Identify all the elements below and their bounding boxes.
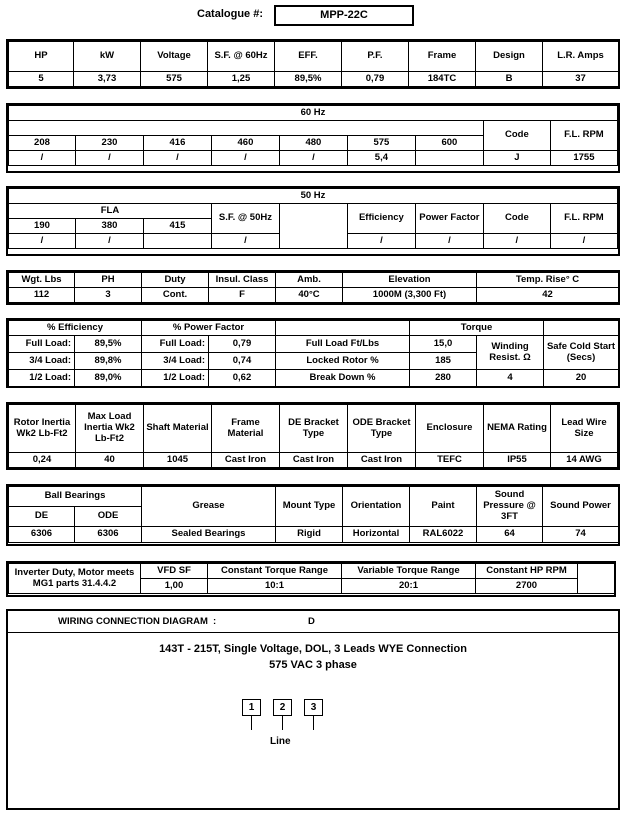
terminal-3: 3 bbox=[304, 699, 323, 716]
hz60-amp: / bbox=[75, 151, 143, 166]
voltage-header: Voltage bbox=[141, 42, 208, 72]
hz50-pf-value: / bbox=[415, 234, 483, 249]
paint-value: RAL6022 bbox=[410, 527, 477, 543]
ball-bearings-header: Ball Bearings bbox=[9, 487, 142, 507]
torque-spacer bbox=[276, 321, 410, 336]
pf-value: 0,79 bbox=[342, 72, 409, 87]
hz50-amp bbox=[143, 234, 211, 249]
hz50-rpm-value: / bbox=[550, 234, 617, 249]
eff-value: 89,0% bbox=[75, 370, 142, 387]
shaft-material-header: Shaft Material bbox=[143, 405, 211, 453]
catalogue-header bbox=[0, 5, 627, 25]
hz60-title: 60 Hz bbox=[9, 106, 618, 121]
hz50-pf-header: Power Factor bbox=[415, 204, 483, 234]
pf-value: 0,79 bbox=[209, 336, 276, 353]
construction-table bbox=[8, 404, 618, 468]
hz60-volt: 416 bbox=[143, 136, 211, 151]
terminal-2: 2 bbox=[273, 699, 292, 716]
inverter-duty-label: Inverter Duty, Motor meets MG1 parts 31.4.4.2 bbox=[9, 564, 141, 594]
hz60-volt: 460 bbox=[211, 136, 279, 151]
hz50-sf-value: / bbox=[211, 234, 279, 249]
paint-header: Paint bbox=[410, 487, 477, 527]
sound-power-value: 74 bbox=[543, 527, 619, 543]
performance-table bbox=[8, 320, 619, 387]
catalogue-number: MPP-22C bbox=[274, 5, 414, 26]
ode-header: ODE bbox=[75, 507, 142, 527]
vfd-sf-header: VFD SF bbox=[141, 564, 208, 579]
hz60-volt: 575 bbox=[347, 136, 415, 151]
eff-header: EFF. bbox=[275, 42, 342, 72]
inverter-table bbox=[8, 563, 615, 594]
vfd-sf-value: 1,00 bbox=[141, 579, 208, 594]
hz60-amp: / bbox=[143, 151, 211, 166]
phase-header: PH bbox=[75, 273, 142, 288]
torque-label: Full Load Ft/Lbs bbox=[276, 336, 410, 353]
torque-value: 280 bbox=[410, 370, 477, 387]
pf-title: % Power Factor bbox=[142, 321, 276, 336]
max-load-inertia-value: 40 bbox=[75, 453, 143, 468]
hz60-rpm-header: F.L. RPM bbox=[550, 121, 617, 151]
ambient-header: Amb. bbox=[276, 273, 343, 288]
wiring-title-bar bbox=[8, 611, 618, 633]
hz50-code-value: / bbox=[483, 234, 550, 249]
hz60-amp: 5,4 bbox=[347, 151, 415, 166]
sf60-header: S.F. @ 60Hz bbox=[208, 42, 275, 72]
lead-wire-2 bbox=[282, 716, 283, 730]
duty-header: Duty bbox=[142, 273, 209, 288]
wiring-voltage: 575 VAC 3 phase bbox=[269, 659, 357, 671]
hz60-amp bbox=[415, 151, 483, 166]
eff-value: 89,5% bbox=[275, 72, 342, 87]
orientation-value: Horizontal bbox=[343, 527, 410, 543]
grease-value: Sealed Bearings bbox=[142, 527, 276, 543]
lead-wire-1 bbox=[251, 716, 252, 730]
de-bracket-value: Cast Iron bbox=[279, 453, 347, 468]
hz60-volt: 208 bbox=[9, 136, 76, 151]
general-specs-table bbox=[8, 41, 619, 87]
hz50-amp: / bbox=[75, 234, 143, 249]
catalogue-label: Catalogue #: bbox=[197, 8, 264, 20]
torque-title: Torque bbox=[410, 321, 544, 336]
mount-type-header: Mount Type bbox=[276, 487, 343, 527]
ode-bracket-value: Cast Iron bbox=[347, 453, 415, 468]
ambient-value: 40°C bbox=[276, 288, 343, 303]
pf-value: 0,74 bbox=[209, 353, 276, 370]
safe-start-header: Safe Cold Start (Secs) bbox=[544, 336, 619, 370]
design-header: Design bbox=[476, 42, 543, 72]
eff-load-label: Full Load: bbox=[9, 336, 75, 353]
shaft-material-value: 1045 bbox=[143, 453, 211, 468]
chp-rpm-header: Constant HP RPM bbox=[476, 564, 578, 579]
max-load-inertia-header: Max Load Inertia Wk2 Lb-Ft2 bbox=[75, 405, 143, 453]
chp-rpm-value: 2700 bbox=[476, 579, 578, 594]
nema-value: IP55 bbox=[483, 453, 550, 468]
elevation-value: 1000M (3,300 Ft) bbox=[343, 288, 477, 303]
hz50-volt: 415 bbox=[143, 219, 211, 234]
ct-range-header: Constant Torque Range bbox=[208, 564, 342, 579]
sound-power-header: Sound Power bbox=[543, 487, 619, 527]
torque-value: 15,0 bbox=[410, 336, 477, 353]
pf-load-label: Full Load: bbox=[142, 336, 209, 353]
hz60-code-value: J bbox=[483, 151, 550, 166]
enclosure-value: TEFC bbox=[415, 453, 483, 468]
hz50-amp: / bbox=[9, 234, 76, 249]
temp-rise-value: 42 bbox=[477, 288, 619, 303]
hz60-spacer bbox=[9, 121, 484, 136]
pf-load-label: 1/2 Load: bbox=[142, 370, 209, 387]
voltage-value: 575 bbox=[141, 72, 208, 87]
kw-header: kW bbox=[74, 42, 141, 72]
eff-value: 89,5% bbox=[75, 336, 142, 353]
design-value: B bbox=[476, 72, 543, 87]
hz50-title: 50 Hz bbox=[9, 189, 618, 204]
winding-header: Winding Resist. Ω bbox=[477, 336, 544, 370]
elevation-header: Elevation bbox=[343, 273, 477, 288]
hz60-amp: / bbox=[211, 151, 279, 166]
eff-title: % Efficiency bbox=[9, 321, 142, 336]
weight-header: Wgt. Lbs bbox=[9, 273, 75, 288]
sound-pressure-value: 64 bbox=[477, 527, 543, 543]
lr-amps-header: L.R. Amps bbox=[543, 42, 619, 72]
hz60-volt: 600 bbox=[415, 136, 483, 151]
winding-value: 4 bbox=[477, 370, 544, 387]
ode-bearing-value: 6306 bbox=[75, 527, 142, 543]
hz50-code-header: Code bbox=[483, 204, 550, 234]
wiring-description: 143T - 215T, Single Voltage, DOL, 3 Leads WYE Connection bbox=[159, 643, 467, 655]
hz60-rpm-value: 1755 bbox=[550, 151, 617, 166]
frame-material-value: Cast Iron bbox=[211, 453, 279, 468]
wiring-code: D bbox=[308, 616, 315, 627]
vt-range-header: Variable Torque Range bbox=[342, 564, 476, 579]
hz60-amp: / bbox=[9, 151, 76, 166]
insul-value: F bbox=[209, 288, 276, 303]
hz50-sf-header: S.F. @ 50Hz bbox=[211, 204, 279, 234]
hz60-table bbox=[8, 105, 618, 166]
de-bracket-header: DE Bracket Type bbox=[279, 405, 347, 453]
wiring-diagram bbox=[6, 609, 620, 810]
lr-amps-value: 37 bbox=[543, 72, 619, 87]
lead-wire-value: 14 AWG bbox=[550, 453, 617, 468]
inverter-spacer bbox=[578, 564, 615, 594]
hp-header: HP bbox=[9, 42, 74, 72]
hp-value: 5 bbox=[9, 72, 74, 87]
torque-label: Break Down % bbox=[276, 370, 410, 387]
hz50-table bbox=[8, 188, 618, 249]
torque-right-spacer bbox=[544, 321, 619, 336]
hz50-volt: 380 bbox=[75, 219, 143, 234]
hz50-empty bbox=[279, 204, 347, 249]
weight-value: 112 bbox=[9, 288, 75, 303]
temp-rise-header: Temp. Rise° C bbox=[477, 273, 619, 288]
rotor-inertia-value: 0,24 bbox=[9, 453, 76, 468]
kw-value: 3,73 bbox=[74, 72, 141, 87]
torque-value: 185 bbox=[410, 353, 477, 370]
pf-value: 0,62 bbox=[209, 370, 276, 387]
hz60-code-header: Code bbox=[483, 121, 550, 151]
ct-range-value: 10:1 bbox=[208, 579, 342, 594]
safe-start-value: 20 bbox=[544, 370, 619, 387]
wiring-colon: : bbox=[213, 616, 217, 627]
hz50-rpm-header: F.L. RPM bbox=[550, 204, 617, 234]
hz50-volt: 190 bbox=[9, 219, 76, 234]
hz50-fla-header: FLA bbox=[9, 204, 212, 219]
rotor-inertia-header: Rotor Inertia Wk2 Lb-Ft2 bbox=[9, 405, 76, 453]
orientation-header: Orientation bbox=[343, 487, 410, 527]
insul-header: Insul. Class bbox=[209, 273, 276, 288]
frame-material-header: Frame Material bbox=[211, 405, 279, 453]
frame-value: 184TC bbox=[409, 72, 476, 87]
sf60-value: 1,25 bbox=[208, 72, 275, 87]
lead-wire-header: Lead Wire Size bbox=[550, 405, 617, 453]
bearings-table bbox=[8, 486, 619, 543]
de-bearing-value: 6306 bbox=[9, 527, 75, 543]
physical-table bbox=[8, 272, 619, 303]
torque-label: Locked Rotor % bbox=[276, 353, 410, 370]
frame-header: Frame bbox=[409, 42, 476, 72]
duty-value: Cont. bbox=[142, 288, 209, 303]
eff-value: 89,8% bbox=[75, 353, 142, 370]
eff-load-label: 1/2 Load: bbox=[9, 370, 75, 387]
line-label: Line bbox=[270, 736, 291, 747]
hz50-eff-header: Efficiency bbox=[347, 204, 415, 234]
de-header: DE bbox=[9, 507, 75, 527]
terminal-1: 1 bbox=[242, 699, 261, 716]
phase-value: 3 bbox=[75, 288, 142, 303]
lead-wire-3 bbox=[313, 716, 314, 730]
hz60-volt: 230 bbox=[75, 136, 143, 151]
pf-load-label: 3/4 Load: bbox=[142, 353, 209, 370]
eff-load-label: 3/4 Load: bbox=[9, 353, 75, 370]
wiring-title: WIRING CONNECTION DIAGRAM bbox=[58, 616, 208, 627]
mount-type-value: Rigid bbox=[276, 527, 343, 543]
pf-header: P.F. bbox=[342, 42, 409, 72]
grease-header: Grease bbox=[142, 487, 276, 527]
hz60-volt: 480 bbox=[279, 136, 347, 151]
sound-pressure-header: Sound Pressure @ 3FT bbox=[477, 487, 543, 527]
nema-header: NEMA Rating bbox=[483, 405, 550, 453]
hz50-eff-value: / bbox=[347, 234, 415, 249]
ode-bracket-header: ODE Bracket Type bbox=[347, 405, 415, 453]
vt-range-value: 20:1 bbox=[342, 579, 476, 594]
hz60-amp: / bbox=[279, 151, 347, 166]
enclosure-header: Enclosure bbox=[415, 405, 483, 453]
